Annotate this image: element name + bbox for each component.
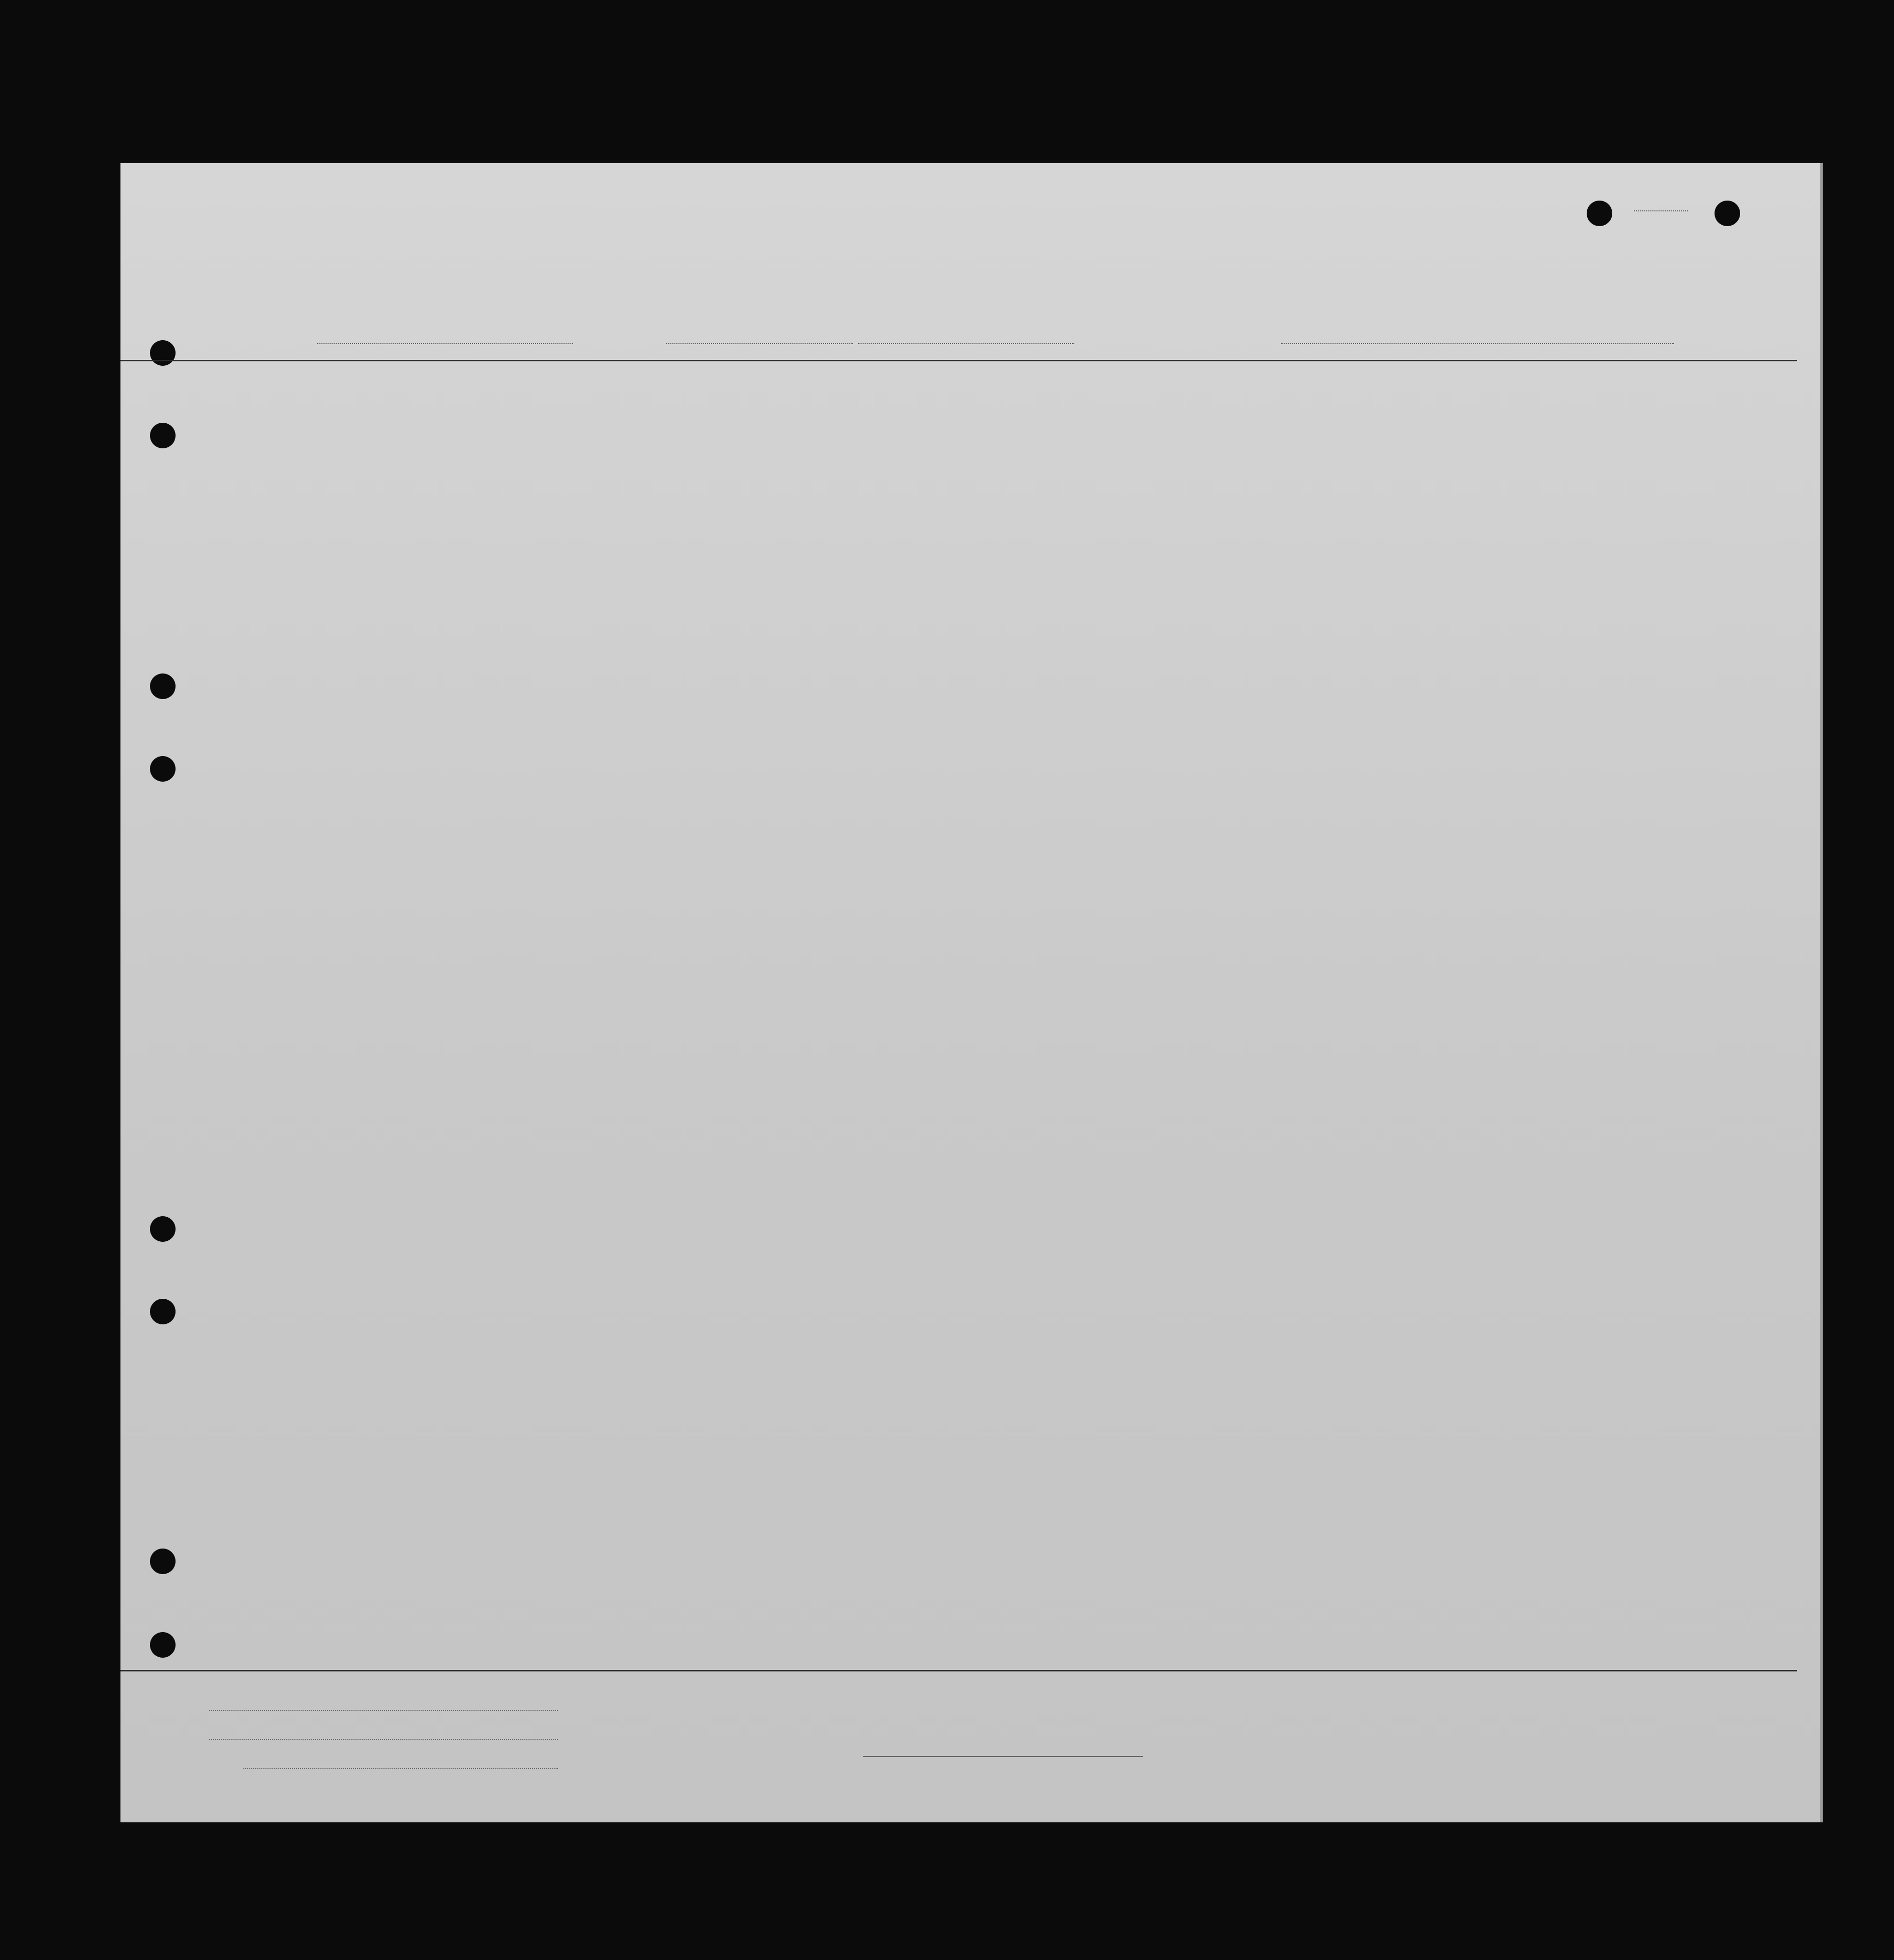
inspector-signature-line xyxy=(863,1756,1143,1757)
from-port-line xyxy=(1281,343,1674,344)
arriving-port-line xyxy=(666,343,853,344)
vessel-name-line xyxy=(317,343,573,344)
line-field-line xyxy=(209,1710,558,1711)
owners-field-line xyxy=(209,1739,558,1740)
punch-hole xyxy=(1715,201,1740,226)
crew-table xyxy=(120,360,1797,1671)
manifest-sheet xyxy=(120,163,1823,1822)
vessel-line xyxy=(268,322,1694,347)
punch-hole xyxy=(1587,201,1612,226)
local-agents-field-line xyxy=(243,1768,558,1769)
sheet-number-field[interactable] xyxy=(1634,210,1688,211)
arrival-date-line xyxy=(858,343,1074,344)
